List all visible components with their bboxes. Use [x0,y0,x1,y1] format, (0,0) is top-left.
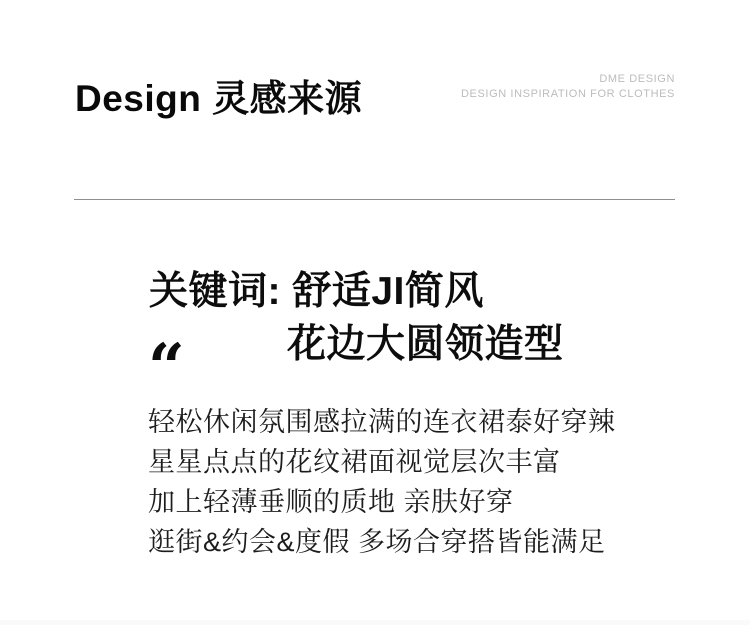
description-line: 加上轻薄垂顺的质地 亲肤好穿 [148,487,514,517]
description-line: 轻松休闲氛围感拉满的连衣裙泰好穿辣 [148,407,616,437]
brand-block [461,72,675,102]
description-line: 逛街&约会&度假 多场合穿搭皆能满足 [148,527,606,557]
brand-tagline: DESIGN INSPIRATION FOR CLOTHES [461,88,675,100]
keyword-heading [149,265,564,371]
header-divider [74,199,675,200]
brand-name: DME DESIGN [599,73,675,85]
keyword-heading-line1: 关键词: 舒适JI简风 [149,270,484,313]
keyword-heading-line2: 花边大圆领造型 [287,323,564,366]
page-title: Design 灵感来源 [75,78,363,119]
next-section-edge [0,620,750,625]
description-line: 星星点点的花纹裙面视觉层次丰富 [148,447,561,477]
open-quote-icon: “ [148,330,185,405]
description-text [148,402,616,562]
